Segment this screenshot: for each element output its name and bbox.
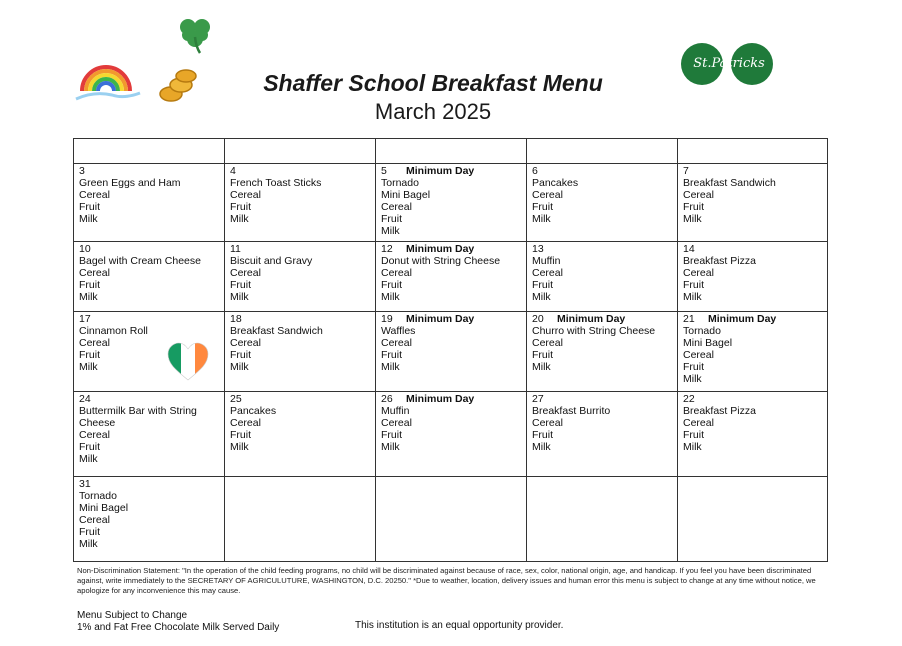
menu-item: Mini Bagel [683,337,733,349]
menu-item: Fruit [381,279,402,291]
day-number: 7 [683,165,689,177]
menu-item: Fruit [683,361,704,373]
day-cell [225,392,376,477]
menu-item: Milk [230,361,249,373]
menu-item: Milk [683,441,702,453]
menu-item: Milk [230,441,249,453]
menu-item: Fruit [79,441,100,453]
menu-item: Breakfast Sandwich [683,177,776,189]
menu-item: Cereal [79,267,110,279]
day-cell [74,392,225,477]
menu-item: Milk [381,291,400,303]
day-number: 26 [381,393,393,405]
menu-item: Pancakes [230,405,277,417]
day-cell [678,164,828,242]
menu-item: Breakfast Sandwich [230,325,323,337]
menu-item: Fruit [79,526,100,538]
day-number: 22 [683,393,695,405]
menu-item: Pancakes [532,177,579,189]
day-number: 4 [230,165,236,177]
day-number: 10 [79,243,91,255]
day-number: 25 [230,393,242,405]
menu-item: Cereal [532,337,563,349]
menu-item: Fruit [79,349,100,361]
menu-item: Churro with String Cheese [532,325,656,337]
menu-item: Milk [230,291,249,303]
menu-item: Fruit [683,279,704,291]
menu-item: Cereal [79,514,110,526]
shamrock-icon [176,15,214,55]
day-cell [74,242,225,312]
nondiscrimination-statement: Non-Discrimination Statement: "In the operation of the child feeding programs, no child will be discriminated against because of race, sex, color, national origin, age, and handicap. If you feel you have been discriminated against, write immediately to the SECRETARY OF AGRICULUTURE, WASHINGTON, D.C. 20250." *Due to weather, location, delivery issues and human error this menu is subject to change at any time without notice, we apologize for any inconvenience this may cause. [77,566,816,595]
menu-item: Milk [683,291,702,303]
day-cell [74,164,225,242]
menu-item: Cereal [381,417,412,429]
minimum-day-note: Minimum Day [406,393,475,405]
day-cell [225,477,376,562]
menu-item: Buttermilk Bar with String [79,405,197,417]
menu-item: Milk [532,213,551,225]
menu-item: Fruit [683,429,704,441]
day-cell [527,242,678,312]
minimum-day-note: Minimum Day [406,313,475,325]
menu-item: Milk [532,441,551,453]
minimum-day-note: Minimum Day [406,165,475,177]
day-number: 3 [79,165,85,177]
menu-item: Biscuit and Gravy [230,255,313,267]
day-cell [376,242,527,312]
menu-item: Milk [532,361,551,373]
menu-item: Milk [79,291,98,303]
menu-item: Fruit [79,279,100,291]
week-row [74,392,828,477]
day-cell [376,312,527,392]
minimum-day-note: Minimum Day [557,313,626,325]
menu-item: Fruit [532,349,553,361]
menu-item: Breakfast Burrito [532,405,611,417]
menu-item: Milk [683,213,702,225]
day-cell [527,392,678,477]
day-cell [678,242,828,312]
menu-item: Tornado [683,325,721,337]
menu-item: Cereal [683,349,714,361]
equal-opportunity-statement: This institution is an equal opportunity provider. [355,620,564,631]
menu-item: Cereal [683,189,714,201]
day-number: 6 [532,165,538,177]
day-number: 31 [79,478,91,490]
st-patricks-badge: St.Patricks [679,41,779,87]
menu-item: Breakfast Pizza [683,405,756,417]
header-cell [74,139,225,164]
day-cell [225,242,376,312]
menu-item: Fruit [532,429,553,441]
menu-item: Fruit [230,201,251,213]
minimum-day-note: Minimum Day [406,243,475,255]
menu-item: Tornado [79,490,117,502]
menu-item: Milk [381,441,400,453]
menu-item: Cereal [230,189,261,201]
day-number: 14 [683,243,695,255]
menu-item: Milk [683,373,702,385]
menu-item: Cereal [532,189,563,201]
day-number: 13 [532,243,544,255]
day-number: 19 [381,313,393,325]
menu-item: Cereal [230,417,261,429]
day-cell [225,312,376,392]
day-number: 21 [683,313,695,325]
menu-item: Donut with String Cheese [381,255,501,267]
menu-item: Fruit [230,429,251,441]
day-number: 27 [532,393,544,405]
menu-item: Milk [381,361,400,373]
menu-item: Cereal [79,189,110,201]
menu-item: Fruit [381,213,402,225]
menu-item: Waffles [381,325,416,337]
menu-item: Cheese [79,417,116,429]
menu-item: Milk [79,213,98,225]
menu-item: Cereal [79,337,110,349]
menu-item: Cereal [532,267,563,279]
day-number: 11 [230,243,241,255]
header-cell [678,139,828,164]
menu-subject-to-change: Menu Subject to Change [77,610,188,621]
menu-item: Milk [79,361,98,373]
day-cell [376,477,527,562]
menu-item: Cereal [381,267,412,279]
menu-item: Cinnamon Roll [79,325,148,337]
menu-item: Cereal [381,201,412,213]
menu-item: Tornado [381,177,419,189]
day-number: 18 [230,313,242,325]
menu-item: Fruit [683,201,704,213]
calendar-header-row [74,139,828,164]
irish-flag-heart-icon [166,342,210,382]
day-cell [678,392,828,477]
menu-item: Fruit [381,349,402,361]
day-number: 5 [381,165,387,177]
menu-item: Cereal [230,337,261,349]
menu-item: French Toast Sticks [230,177,322,189]
menu-item: Fruit [532,201,553,213]
menu-item: Mini Bagel [79,502,129,514]
menu-item: Milk [381,225,400,237]
milk-note: 1% and Fat Free Chocolate Milk Served Daily [77,622,280,633]
menu-item: Cereal [79,429,110,441]
menu-item: Fruit [532,279,553,291]
day-cell [376,392,527,477]
day-number: 20 [532,313,544,325]
minimum-day-note: Minimum Day [708,313,777,325]
menu-item: Cereal [683,267,714,279]
menu-item: Muffin [532,255,561,267]
menu-item: Milk [532,291,551,303]
menu-item: Bagel with Cream Cheese [79,255,201,267]
menu-item: Fruit [230,279,251,291]
day-cell [225,164,376,242]
header-cell [225,139,376,164]
day-cell [678,312,828,392]
page-subtitle: March 2025 [374,99,492,124]
menu-item: Cereal [683,417,714,429]
page-title: Shaffer School Breakfast Menu [263,70,603,96]
menu-item: Milk [230,213,249,225]
day-cell [527,477,678,562]
menu-item: Cereal [532,417,563,429]
header-cell [376,139,527,164]
menu-item: Muffin [381,405,410,417]
week-row [74,164,828,242]
menu-item: Fruit [381,429,402,441]
day-cell [74,477,225,562]
menu-item: Milk [79,453,98,465]
day-number: 24 [79,393,91,405]
menu-item: Cereal [230,267,261,279]
day-number: 17 [79,313,91,325]
week-row [74,477,828,562]
menu-item: Milk [79,538,98,550]
day-cell [376,164,527,242]
menu-item: Mini Bagel [381,189,431,201]
menu-item: Fruit [230,349,251,361]
day-cell [527,164,678,242]
day-number: 12 [381,243,393,255]
day-cell [678,477,828,562]
day-cell [527,312,678,392]
header-cell [527,139,678,164]
menu-item: Green Eggs and Ham [79,177,181,189]
menu-item: Fruit [79,201,100,213]
menu-item: Breakfast Pizza [683,255,756,267]
menu-item: Cereal [381,337,412,349]
week-row [74,242,828,312]
